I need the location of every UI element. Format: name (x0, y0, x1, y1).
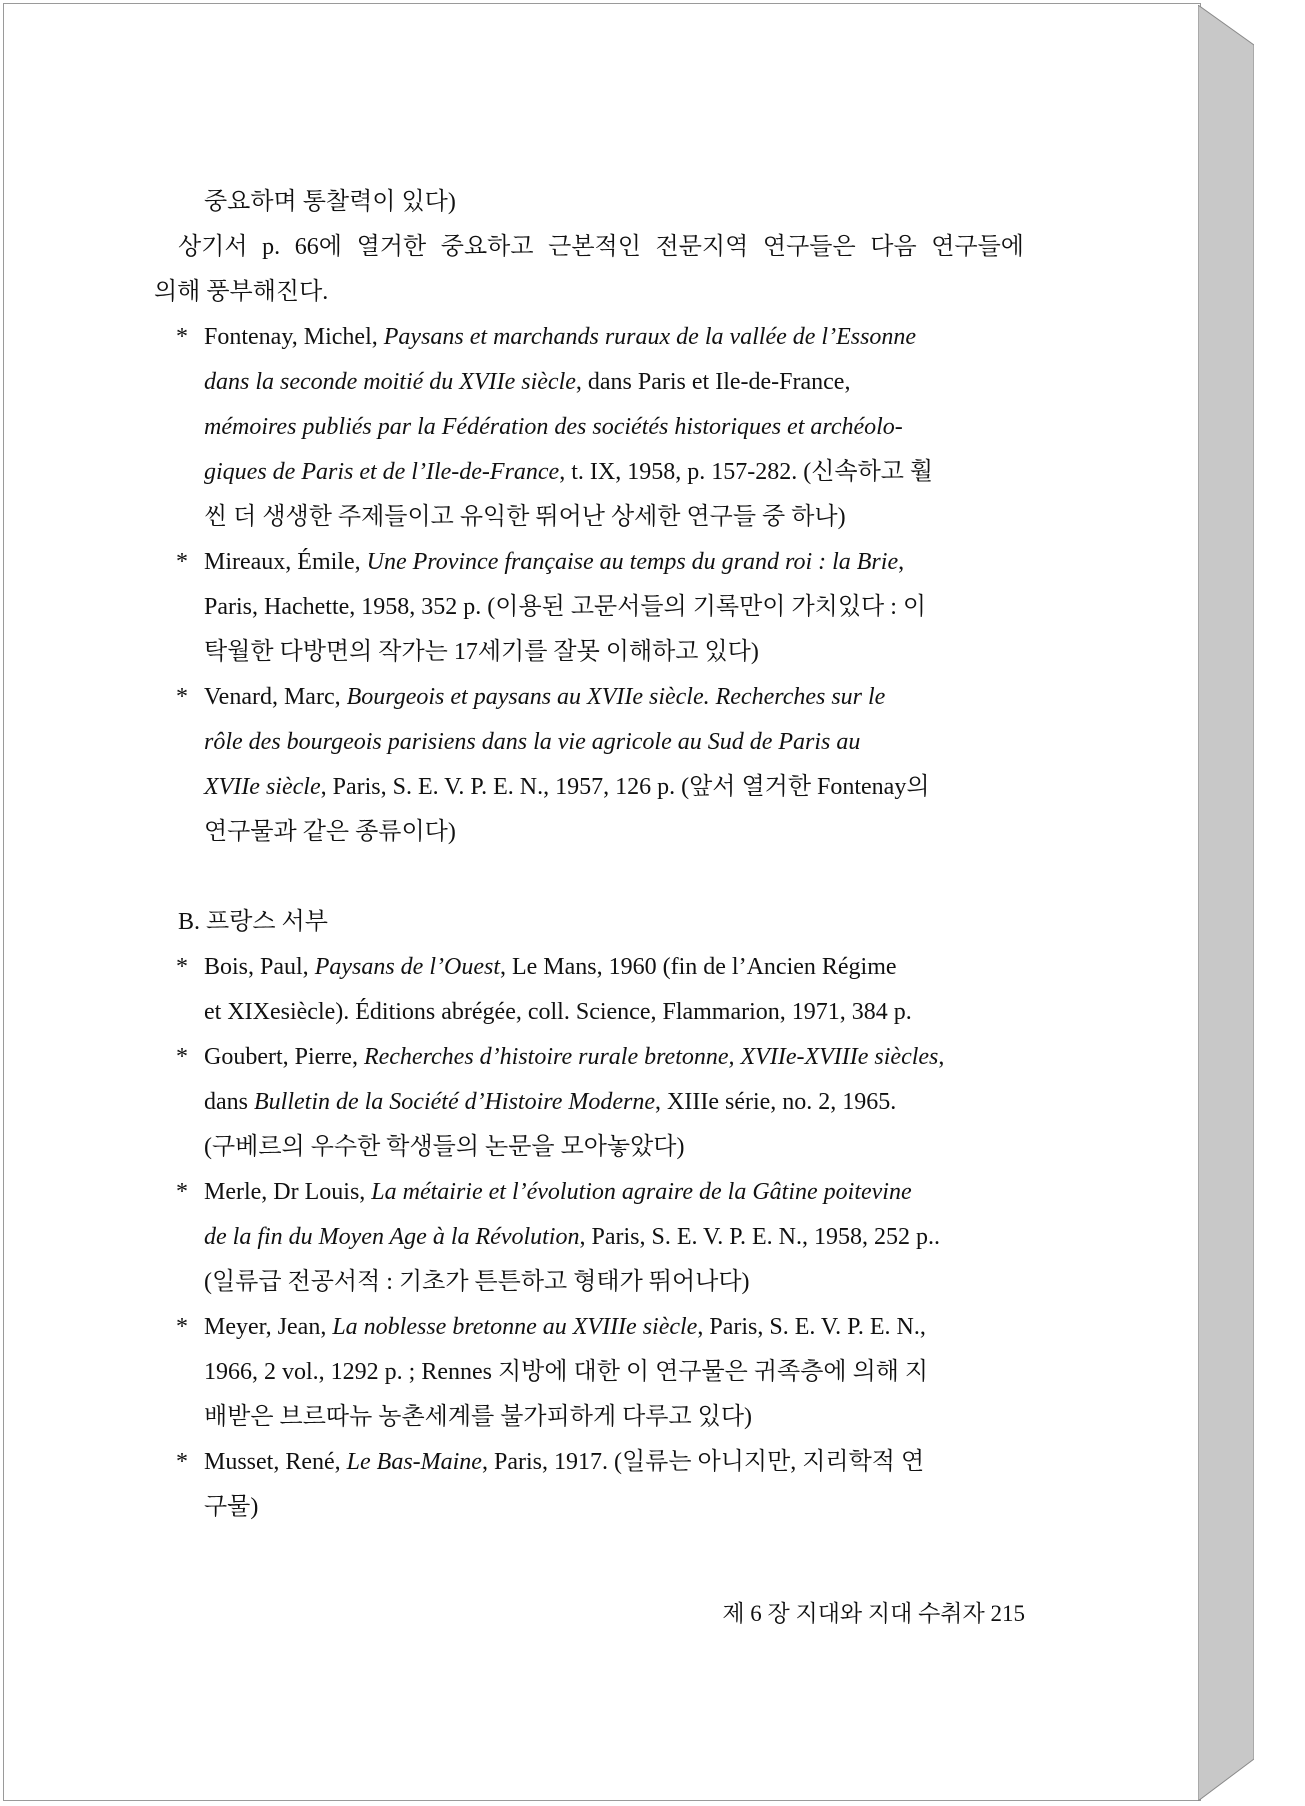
bibliography-list (154, 315, 1024, 855)
entry-text: Paris, Hachette, 1958, 352 p. (이용된 고문서들의 기록만이 가치있다 : 이 (204, 594, 927, 620)
entry-line (154, 450, 1024, 495)
entry-title: Recherches d’histoire rurale bretonne, XVIIe-XVIIIe siècles (363, 1044, 939, 1070)
entry-text: , Paris, S. E. V. P. E. N., 1958, 252 p.. (579, 1224, 940, 1250)
entry-line (154, 405, 1024, 450)
entry-title: XVIIe siècle (204, 774, 321, 800)
asterisk-bullet: * (176, 684, 188, 710)
entry-line (154, 765, 1024, 810)
entry-line (154, 585, 1024, 630)
entry-title: rôle des bourgeois parisiens dans la vie agricole au Sud de Paris au (204, 729, 861, 755)
intro-line: 상기서 p. 66에 열거한 중요하고 근본적인 전문지역 연구들은 다음 연구들에 (178, 234, 1024, 260)
entry-text: 배받은 브르따뉴 농촌세계를 불가피하게 다루고 있다) (204, 1404, 753, 1430)
entry-title: de la fin du Moyen Age à la Révolution (204, 1224, 580, 1250)
entry-line (154, 1395, 1024, 1440)
intro-line: 의해 풍부해진다. (154, 279, 329, 305)
entry-line (154, 540, 1024, 585)
entry-title: La métairie et l’évolution agraire de la Gâtine poitevine (371, 1179, 912, 1205)
entry-title: Une Province française au temps du grand roi : la Brie (366, 549, 899, 575)
entry-line (154, 1215, 1024, 1260)
entry-text: 1966, 2 vol., 1292 p. ; Rennes 지방에 대한 이 연구물은 귀족층에 의해 지 (204, 1359, 929, 1385)
entry-line (154, 495, 1024, 540)
bibliography-entry (154, 1035, 1024, 1170)
book-spine (1198, 5, 1254, 1801)
asterisk-bullet: * (176, 1314, 188, 1340)
entry-line (154, 1080, 1024, 1125)
entry-title: mémoires publiés par la Fédération des sociétés historiques et archéolo- (204, 414, 903, 440)
entry-text: , (938, 1044, 945, 1070)
entry-text: , (898, 549, 905, 575)
entry-title: Bourgeois et paysans au XVIIe siècle. Recherches sur le (346, 684, 886, 710)
entry-text: Bois, Paul, (204, 954, 315, 980)
asterisk-bullet: * (176, 1044, 188, 1070)
entry-title: giques de Paris et de l’Ile-de-France (204, 459, 560, 485)
entry-text: 탁월한 다방면의 작가는 17세기를 잘못 이해하고 있다) (204, 639, 759, 665)
entry-line (154, 810, 1024, 855)
entry-title: Le Bas-Maine (346, 1449, 482, 1475)
entry-text: , Paris, 1917. (일류는 아니지만, 지리학적 연 (481, 1449, 925, 1475)
entry-line (154, 1350, 1024, 1395)
entry-text: Goubert, Pierre, (204, 1044, 364, 1070)
entry-line (154, 360, 1024, 405)
entry-text: (구베르의 우수한 학생들의 논문을 모아놓았다) (204, 1134, 685, 1160)
entry-line (154, 630, 1024, 675)
entry-line (154, 945, 1024, 990)
entry-line (154, 990, 1024, 1035)
entry-text: , Paris, S. E. V. P. E. N., 1957, 126 p. (앞서 열거한 Fontenay의 (320, 774, 930, 800)
entry-text: 씬 더 생생한 주제들이고 유익한 뛰어난 상세한 연구들 중 하나) (204, 504, 846, 530)
entry-line (154, 1125, 1024, 1170)
bibliography-entry (154, 1440, 1024, 1530)
intro-line: 중요하며 통찰력이 있다) (204, 189, 456, 215)
entry-text: (일류급 전공서적 : 기초가 튼튼하고 형태가 뛰어나다) (204, 1269, 750, 1295)
entry-text: dans (204, 1089, 254, 1115)
entry-text: Mireaux, Émile, (204, 549, 367, 575)
entry-line (154, 1440, 1024, 1485)
asterisk-bullet: * (176, 1449, 188, 1475)
entry-title: Paysans et marchands ruraux de la vallée de l’Essonne (383, 324, 917, 350)
entry-text: 연구물과 같은 종류이다) (204, 819, 456, 845)
bibliography-entry (154, 1305, 1024, 1440)
asterisk-bullet: * (176, 324, 188, 350)
entry-text: , Paris, S. E. V. P. E. N., (697, 1314, 926, 1340)
entry-text: , t. IX, 1958, p. 157-282. (신속하고 훨 (559, 459, 934, 485)
entry-line (154, 1485, 1024, 1530)
entry-line (154, 315, 1024, 360)
entry-text: , XIIIe série, no. 2, 1965. (655, 1089, 897, 1115)
page-body (154, 180, 1024, 1530)
entry-title: Bulletin de la Société d’Histoire Moderne (254, 1089, 656, 1115)
entry-line (154, 675, 1024, 720)
running-footer: 제 6 장 지대와 지대 수취자 215 (722, 1601, 1025, 1626)
entry-title: La noblesse bretonne au XVIIIe siècle (332, 1314, 698, 1340)
entry-text: Musset, René, (204, 1449, 347, 1475)
entry-line (154, 1170, 1024, 1215)
entry-text: et XIXesiècle). Éditions abrégée, coll. Science, Flammarion, 1971, 384 p. (204, 999, 912, 1025)
entry-text: Meyer, Jean, (204, 1314, 333, 1340)
entry-text: 구물) (204, 1494, 259, 1520)
entry-text: Venard, Marc, (204, 684, 347, 710)
entry-line (154, 1305, 1024, 1350)
entry-line (154, 1035, 1024, 1080)
bibliography-entry (154, 945, 1024, 1035)
entry-text: , dans Paris et Ile-de-France, (575, 369, 851, 395)
entry-text: Merle, Dr Louis, (204, 1179, 372, 1205)
entry-text: Fontenay, Michel, (204, 324, 384, 350)
bibliography-list (154, 945, 1024, 1530)
entry-line (154, 720, 1024, 765)
entry-line (154, 1260, 1024, 1305)
asterisk-bullet: * (176, 954, 188, 980)
asterisk-bullet: * (176, 549, 188, 575)
entry-text: , Le Mans, 1960 (fin de l’Ancien Régime (499, 954, 897, 980)
entry-title: Paysans de l’Ouest (314, 954, 500, 980)
bibliography-entry (154, 540, 1024, 675)
bibliography-entry (154, 675, 1024, 855)
bibliography-entry (154, 1170, 1024, 1305)
entry-title: dans la seconde moitié du XVIIe siècle (204, 369, 576, 395)
section-heading: B. 프랑스 서부 (178, 909, 328, 935)
bibliography-entry (154, 315, 1024, 540)
asterisk-bullet: * (176, 1179, 188, 1205)
